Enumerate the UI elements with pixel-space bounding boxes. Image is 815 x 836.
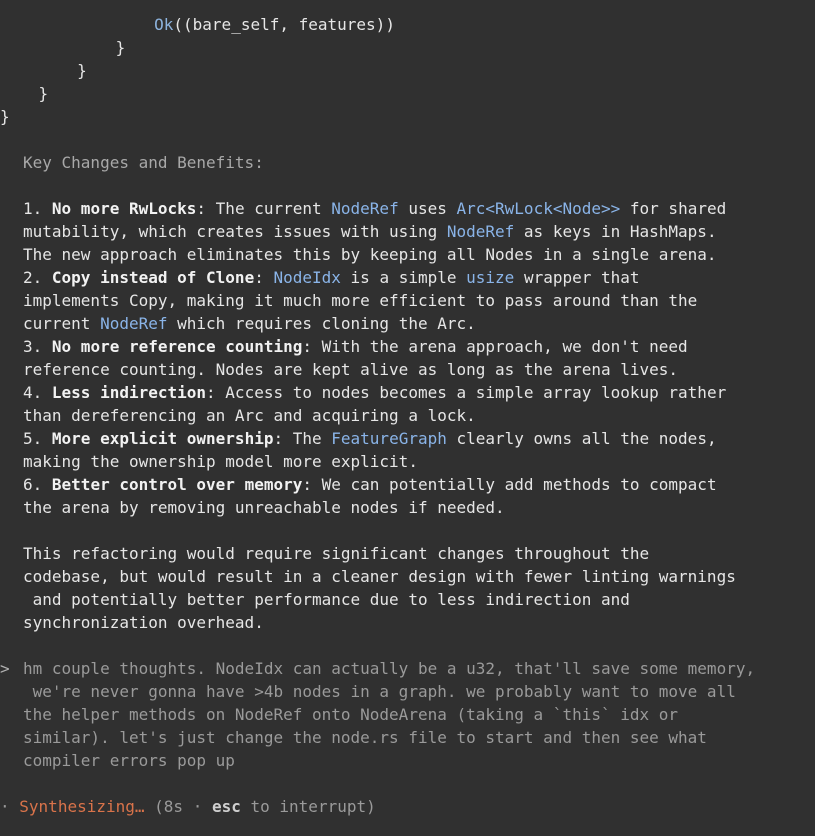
benefit-text: mutability, which creates issues with using [23,222,447,241]
benefit-text: 1. [23,199,52,218]
benefit-text: : We can potentially add methods to compact [302,475,717,494]
benefit-text: : [254,268,274,287]
benefit-line [23,335,688,358]
user-message-line: compiler errors pop up [23,751,235,770]
elapsed-time: 8s [163,797,184,816]
benefit-line [23,266,640,289]
type-ref: NodeRef [446,222,515,241]
benefit-title: Better control over memory [51,475,303,494]
benefit-line [23,381,726,404]
type-ref: NodeIdx [273,268,341,287]
benefit-text: : Access to nodes becomes a simple array lookup rather [206,383,727,402]
code-line: } [38,84,49,103]
benefit-text: reference counting. Nodes are kept alive as long as the arena lives. [23,360,679,379]
benefit-title: More explicit ownership [51,429,274,448]
type-ref: usize [466,268,515,287]
benefit-title: Copy instead of Clone [51,268,255,287]
benefit-text: the arena by removing unreachable nodes if needed. [23,498,505,517]
code-line: } [115,38,126,57]
benefit-line [23,473,717,496]
benefit-text: 2. [23,268,52,287]
user-message-line: similar). let's just change the node.rs file to start and then see what [23,728,707,747]
section-heading: Key Changes and Benefits: [23,153,264,172]
benefit-text: which requires cloning the Arc. [167,314,476,333]
benefit-text: : The [273,429,332,448]
summary-line: This refactoring would require significant changes throughout the [23,544,650,563]
benefit-text: 5. [23,429,52,448]
benefit-line [23,404,476,427]
user-prompt-marker: > [0,659,10,678]
type-ref: NodeRef [331,199,399,218]
status-bullet: · [0,797,10,816]
user-message-line: hm couple thoughts. NodeIdx can actually be a u32, that'll save some memory, [23,659,756,678]
esc-key-hint: esc [211,797,241,816]
benefit-line [23,289,697,312]
benefit-title: Less indirection [51,383,207,402]
benefit-line [23,358,678,381]
benefit-line [23,427,717,450]
benefit-text: 3. [23,337,52,356]
benefit-text: : The current [196,199,332,218]
benefit-title: No more reference counting [51,337,303,356]
benefit-text: current [23,314,101,333]
benefit-text: uses [398,199,457,218]
summary-line: and potentially better performance due to less indirection and [23,590,630,609]
benefit-text: clearly owns all the nodes, [446,429,717,448]
benefit-line [23,312,476,335]
benefit-text: : With the arena approach, we don't need [302,337,688,356]
benefit-text: 4. [23,383,52,402]
code-line: } [77,61,87,80]
benefit-text: The new approach eliminates this by keeping all Nodes in a single arena. [23,245,717,264]
benefit-text: implements Copy, making it much more efficient to pass around than the [23,291,698,310]
benefit-text: than dereferencing an Arc and acquiring a lock. [23,406,476,425]
benefit-text: for shared [620,199,727,218]
benefit-text: making the ownership model more explicit. [23,452,418,471]
benefit-line [23,197,726,220]
summary-line: synchronization overhead. [23,613,264,632]
type-ref: NodeRef [100,314,168,333]
code-line: Ok((bare_self, features)) [154,15,395,34]
user-message-line: we're never gonna have >4b nodes in a graph. we probably want to move all [23,682,736,701]
type-ref: Arc<RwLock<Node>> [456,199,621,218]
benefit-line [23,220,717,243]
benefit-text: wrapper that [514,268,640,287]
summary-line: codebase, but would result in a cleaner design with fewer linting warnings [23,567,736,586]
status-line: · Synthesizing… (8s · esc to interrupt) [0,797,376,816]
benefit-text: is a simple [340,268,467,287]
benefit-line [23,496,505,519]
benefit-line [23,450,418,473]
user-message-line: the helper methods on NodeRef onto NodeArena (taking a `this` idx or [23,705,679,724]
benefit-title: No more RwLocks [51,199,197,218]
type-ref: FeatureGraph [331,429,447,448]
status-label: Synthesizing… [19,797,145,816]
benefit-text: as keys in HashMaps. [514,222,717,241]
benefit-text: 6. [23,475,52,494]
code-line: } [0,107,10,126]
benefit-line [23,243,717,266]
